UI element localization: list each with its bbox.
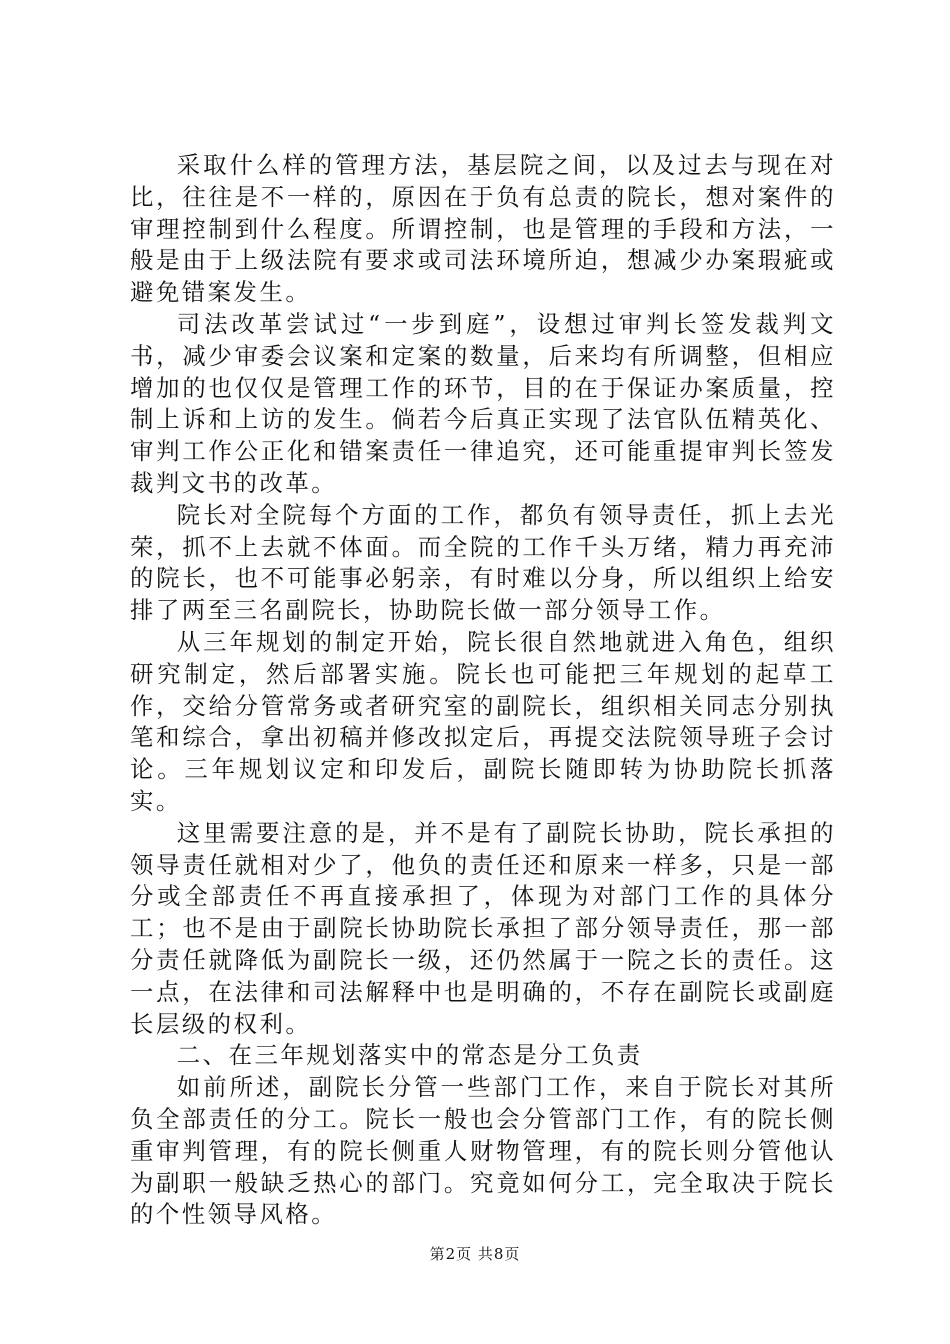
paragraph-management-methods: 采取什么样的管理方法，基层院之间，以及过去与现在对比，往往是不一样的，原因在于负有总责的院长，想对案件的审理控制到什么程度。所谓控制，也是管理的手段和方法，一般是由于上级法院有要求或司法环境所迫，想减少办案瑕疵或避免错案发生。 (130, 151, 836, 307)
paragraph-division-of-work: 如前所述，副院长分管一些部门工作，来自于院长对其所负全部责任的分工。院长一般也会分管部门工作，有的院长侧重审判管理，有的院长侧重人财物管理，有的院长则分管他认为副职一般缺乏热心的部门。究竟如何分工，完全取决于院长的个性领导风格。 (130, 1073, 836, 1229)
document-body (130, 150, 836, 1231)
paragraph-president-responsibility: 院长对全院每个方面的工作，都负有领导责任，抓上去光荣，抓不上去就不体面。而全院的工作千头万绪，精力再充沛的院长，也不可能事必躬亲，有时难以分身，所以组织上给安排了两至三名副院长，协助院长做一部分领导工作。 (130, 500, 836, 625)
section-heading: 二、在三年规划落实中的常态是分工负责 (176, 1041, 643, 1070)
paragraph-attention-note: 这里需要注意的是，并不是有了副院长协助，院长承担的领导责任就相对少了，他负的责任还和原来一样多，只是一部分或全部责任不再直接承担了，体现为对部门工作的具体分工；也不是由于副院长协助院长承担了部分领导责任，那一部分责任就降低为副院长一级，还仍然属于一院之长的责任。这一点，在法律和司法解释中也是明确的，不存在副院长或副庭长层级的权利。 (130, 818, 836, 1038)
page-footer: 第2页 共8页 (429, 1245, 521, 1263)
paragraph-three-year-plan: 从三年规划的制定开始，院长很自然地就进入角色，组织研究制定，然后部署实施。院长也可能把三年规划的起草工作，交给分管常务或者研究室的副院长，组织相关同志分别执笔和综合，拿出初稿并修改拟定后，再提交法院领导班子会讨论。三年规划议定和印发后，副院长随即转为协助院长抓落实。 (130, 627, 836, 815)
paragraph-judicial-reform: 司法改革尝试过“一步到庭”，设想过审判长签发裁判文书，减少审委会议案和定案的数量，后来均有所调整，但相应增加的也仅仅是管理工作的环节，目的在于保证办案质量，控制上诉和上访的发生。倘若今后真正实现了法官队伍精英化、审判工作公正化和错案责任一律追究，还可能重提审判长签发裁判文书的改革。 (130, 309, 836, 497)
